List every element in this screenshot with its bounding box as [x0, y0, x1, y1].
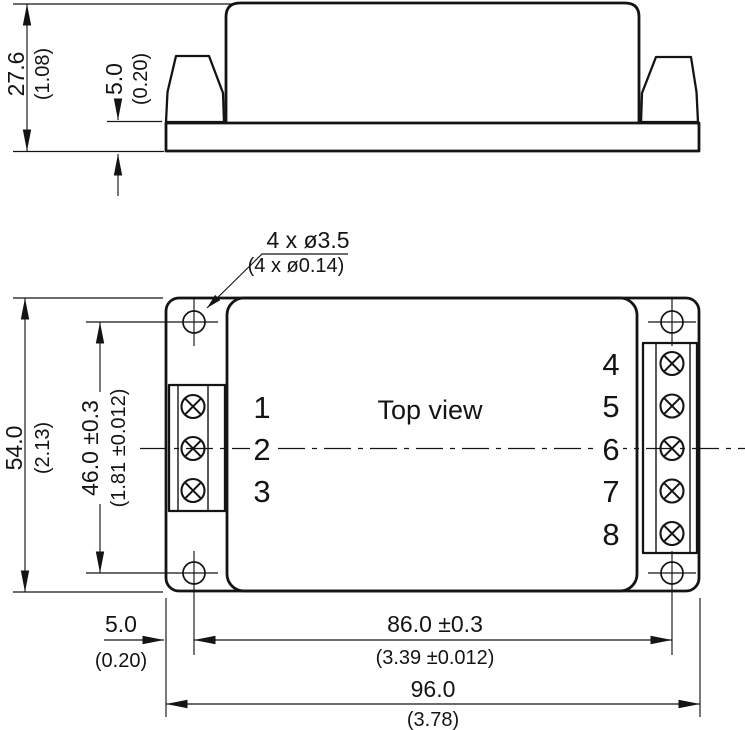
dim-edge-to-hole-mm: 5.0: [105, 611, 137, 637]
screw-terminal-3: [182, 479, 205, 502]
pin-label-8: 8: [602, 517, 620, 552]
side-terminal-block-left: [166, 56, 224, 122]
dim-edge-to-hole-in: (0.20): [94, 650, 148, 672]
side-terminal-block-right: [641, 57, 698, 122]
dim-base-height-in: (0.20): [130, 52, 152, 106]
screw-terminal-4: [661, 352, 684, 375]
pin-label-2: 2: [253, 432, 271, 467]
side-view: [3, 3, 699, 196]
holes-note-in: (4 x ø0.14): [247, 255, 345, 277]
dim-total-height-mm: 27.6: [3, 51, 29, 97]
holes-note: [207, 227, 350, 308]
pin-label-6: 6: [602, 432, 620, 467]
pin-label-1: 1: [253, 390, 271, 425]
screw-terminal-7: [661, 480, 684, 503]
dim-hole-pitch-h-mm: 86.0 ±0.3: [387, 611, 483, 637]
dim-hole-pitch-v-mm: 46.0 ±0.3: [77, 400, 103, 496]
side-case-outline: [226, 3, 639, 123]
holes-note-mm: 4 x ø3.5: [266, 227, 350, 253]
pin-label-5: 5: [602, 389, 620, 424]
screw-terminal-1: [182, 395, 205, 418]
dim-hole-pitch-v-group: [76, 392, 104, 504]
pin-label-7: 7: [602, 474, 620, 509]
dim-depth-in: (2.13): [32, 421, 54, 475]
pin-label-4: 4: [602, 347, 620, 382]
side-base-plate: [166, 123, 699, 151]
dim-width-mm: 96.0: [410, 676, 456, 702]
view-label: Top view: [377, 395, 483, 425]
top-view: [1, 227, 745, 730]
dim-hole-pitch-v-in: (1.81 ±0.012): [108, 388, 130, 508]
screw-terminal-8: [661, 522, 684, 545]
dim-depth-mm: 54.0: [1, 425, 27, 471]
pin-label-3: 3: [253, 474, 271, 509]
dim-total-height-in: (1.08): [32, 47, 54, 101]
screw-terminal-5: [661, 395, 684, 418]
dim-width-in: (3.78): [406, 709, 460, 730]
dim-base-height-mm: 5.0: [101, 63, 127, 95]
dim-hole-pitch-h-in: (3.39 ±0.012): [375, 647, 495, 669]
